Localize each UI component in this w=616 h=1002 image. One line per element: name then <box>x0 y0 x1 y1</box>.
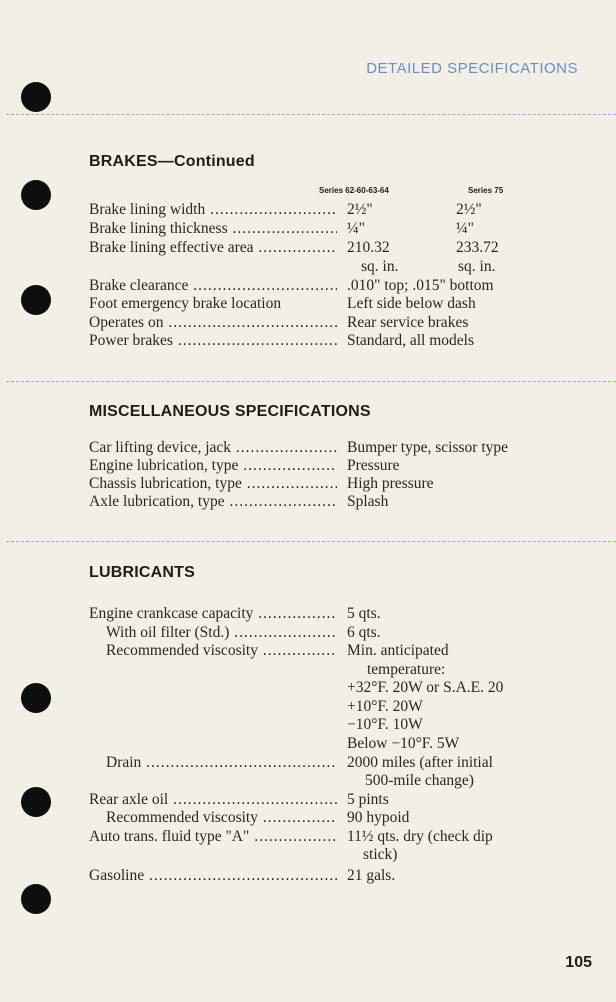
spec-row <box>0 474 616 493</box>
spec-label: Rear axle oil ..... <box>89 790 337 809</box>
spec-label: Recommended viscosity ..... <box>106 641 337 660</box>
spec-row <box>0 866 616 885</box>
spec-row <box>0 678 616 697</box>
spec-label: Foot emergency brake location <box>89 295 282 312</box>
binder-hole <box>21 82 51 112</box>
divider <box>6 541 616 542</box>
col2-header: Series 75 <box>468 186 504 195</box>
spec-value: −10°F. 10W <box>347 716 423 733</box>
spec-value: High pressure <box>347 475 434 492</box>
spec-row <box>0 734 616 753</box>
spec-value: 90 hypoid <box>347 809 410 826</box>
spec-value: Standard, all models <box>347 332 474 349</box>
spec-label: Power brakes ..... <box>89 331 337 350</box>
spec-label: Operates on ..... <box>89 313 337 332</box>
spec-value: ¼" <box>347 220 365 237</box>
spec-label: Auto trans. fluid type "A" ..... <box>89 827 337 846</box>
spec-label: Engine crankcase capacity ..... <box>89 604 337 623</box>
spec-row <box>0 456 616 475</box>
spec-row <box>0 219 616 238</box>
spec-row <box>0 715 616 734</box>
spec-value-75: 2½" <box>456 201 482 218</box>
spec-value: stick) <box>363 846 398 863</box>
spec-value: 6 qts. <box>347 624 381 641</box>
spec-value: 210.32 <box>347 239 390 256</box>
spec-value-75: sq. in. <box>458 258 496 275</box>
spec-row <box>0 641 616 660</box>
spec-value: 21 gals. <box>347 867 396 884</box>
spec-row <box>0 238 616 257</box>
spec-label: Engine lubrication, type ..... <box>89 456 337 475</box>
spec-row <box>0 808 616 827</box>
spec-row <box>0 623 616 642</box>
spec-value: Bumper type, scissor type <box>347 439 509 456</box>
spec-label: Chassis lubrication, type ..... <box>89 474 337 493</box>
spec-label: Axle lubrication, type ..... <box>89 492 337 511</box>
spec-value: 5 pints <box>347 791 389 808</box>
spec-value: 5 qts. <box>347 605 381 622</box>
spec-row <box>0 697 616 716</box>
spec-value: temperature: <box>367 661 446 678</box>
spec-value: sq. in. <box>361 258 399 275</box>
spec-row <box>0 753 616 772</box>
spec-row <box>0 313 616 332</box>
spec-label: With oil filter (Std.) ..... <box>106 623 337 642</box>
spec-label: Brake clearance ..... <box>89 276 337 295</box>
spec-label: Gasoline ..... <box>89 866 337 885</box>
spec-row <box>0 200 616 219</box>
spec-value: 2½" <box>347 201 373 218</box>
spec-label: Brake lining thickness ..... <box>89 219 337 238</box>
spec-value: 11½ qts. dry (check dip <box>347 828 493 845</box>
brakes-heading: BRAKES—Continued <box>89 153 255 170</box>
spec-row <box>0 604 616 623</box>
spec-row <box>0 492 616 511</box>
spec-value: Below −10°F. 5W <box>347 735 460 752</box>
binder-hole <box>21 884 51 914</box>
spec-value: Left side below dash <box>347 295 476 312</box>
spec-value-75: 233.72 <box>456 239 499 256</box>
divider <box>6 381 616 382</box>
spec-label: Recommended viscosity ..... <box>106 808 337 827</box>
spec-value: 500-mile change) <box>365 772 474 789</box>
spec-value: Splash <box>347 493 389 510</box>
spec-label: Brake lining effective area ..... <box>89 238 337 257</box>
spec-row <box>0 845 616 864</box>
spec-row <box>0 827 616 846</box>
spec-value-75: ¼" <box>456 220 474 237</box>
spec-value: Rear service brakes <box>347 314 469 331</box>
spec-value: .010" top; .015" bottom <box>347 277 494 294</box>
spec-value: Pressure <box>347 457 400 474</box>
col1-header: Series 62-60-63-64 <box>319 186 389 195</box>
spec-label: Car lifting device, jack ..... <box>89 438 337 457</box>
page-number: 105 <box>565 954 592 971</box>
spec-value: +32°F. 20W or S.A.E. 20 <box>347 679 504 696</box>
spec-value: +10°F. 20W <box>347 698 423 715</box>
spec-row <box>0 438 616 457</box>
lubricants-heading: LUBRICANTS <box>89 564 195 581</box>
spec-label: Drain ..... <box>106 753 337 772</box>
misc-heading: MISCELLANEOUS SPECIFICATIONS <box>89 403 371 420</box>
spec-value: Min. anticipated <box>347 642 449 659</box>
spec-label: Brake lining width ..... <box>89 200 337 219</box>
running-head: DETAILED SPECIFICATIONS <box>366 60 578 77</box>
spec-row <box>0 790 616 809</box>
spec-row <box>0 660 616 679</box>
spec-row <box>0 294 616 313</box>
spec-row <box>0 257 616 276</box>
spec-row <box>0 771 616 790</box>
spec-row <box>0 276 616 295</box>
divider <box>6 114 616 115</box>
spec-row <box>0 331 616 350</box>
spec-value: 2000 miles (after initial <box>347 754 493 771</box>
